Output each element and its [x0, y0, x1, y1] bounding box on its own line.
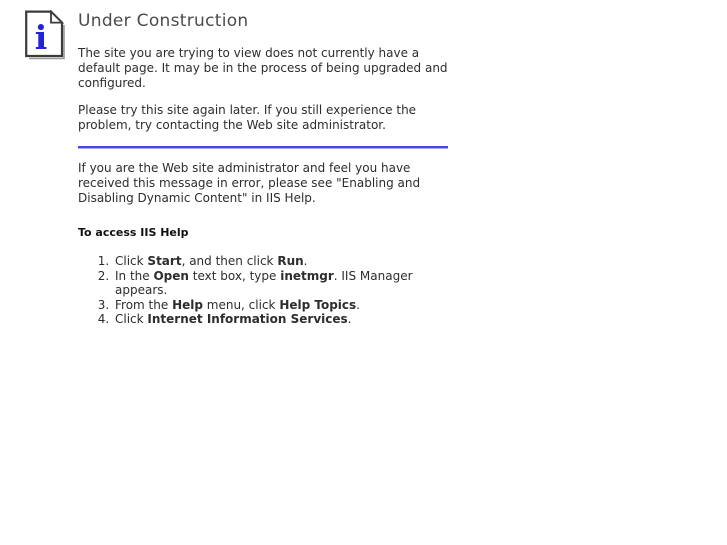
intro-paragraph: The site you are trying to view does not currently have a default page. It may be in the process of being upgraded and configured. — [78, 46, 448, 90]
help-step: 1. Click Start, and then click Run. — [113, 254, 448, 269]
help-steps — [78, 254, 448, 327]
info-glyph: i — [34, 18, 48, 57]
admin-paragraph: If you are the Web site administrator and feel you have received this message in error, please see "Enabling and Disabling Dynamic Content" in IIS Help. — [78, 161, 421, 205]
icon-fold — [51, 12, 62, 23]
help-heading: To access IIS Help — [78, 226, 189, 239]
help-step: 2. In the Open text box, type inetmgr. IIS Manager appears. — [113, 269, 448, 298]
help-step: 4. Click Internet Information Services. — [113, 312, 448, 327]
page-title: Under Construction — [78, 11, 249, 31]
retry-paragraph: Please try this site again later. If you still experience the problem, try contacting the Web site administrator. — [78, 103, 417, 132]
content-column — [78, 10, 448, 327]
info-page-icon — [24, 10, 66, 60]
icon-column — [24, 10, 78, 327]
help-step: 3. From the Help menu, click Help Topics. — [113, 298, 448, 313]
divider — [78, 146, 448, 149]
